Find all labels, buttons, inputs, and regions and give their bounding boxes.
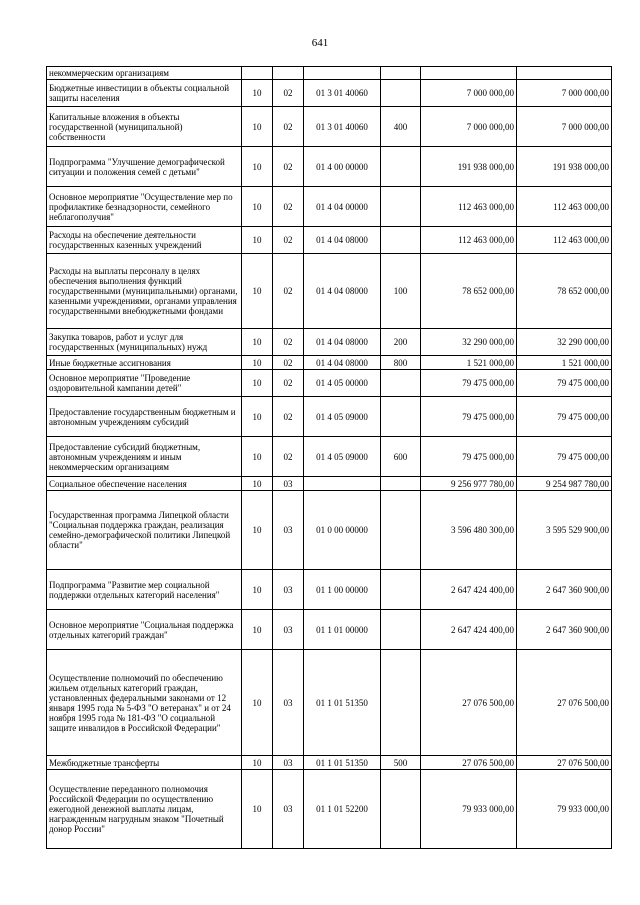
expense-type-cell	[381, 370, 421, 397]
amount-year1-cell: 27 076 500,00	[421, 650, 517, 756]
subsection-code-cell: 03	[273, 650, 304, 756]
amount-year2-cell: 7 000 000,00	[517, 107, 612, 147]
subsection-code-cell: 02	[273, 80, 304, 107]
expense-type-cell	[381, 187, 421, 227]
subsection-code-cell: 02	[273, 147, 304, 187]
table-row	[47, 254, 612, 329]
expense-type-cell: 600	[381, 437, 421, 477]
expense-type-cell: 100	[381, 254, 421, 329]
target-article-cell: 01 4 04 08000	[304, 254, 381, 329]
expense-name-cell: Расходы на выплаты персоналу в целях обеспечения выполнения функций государственными (муниципальными) органами, казенными учреждениями, органами управления государственными внебюджетными фондами	[47, 254, 242, 329]
amount-year1-cell: 3 596 480 300,00	[421, 491, 517, 570]
amount-year2-cell: 3 595 529 900,00	[517, 491, 612, 570]
expense-type-cell	[381, 227, 421, 254]
table-row	[47, 227, 612, 254]
expense-type-cell	[381, 147, 421, 187]
section-code-cell: 10	[242, 80, 273, 107]
target-article-cell: 01 3 01 40060	[304, 80, 381, 107]
amount-year2-cell: 79 475 000,00	[517, 397, 612, 437]
table-row	[47, 187, 612, 227]
amount-year2-cell: 27 076 500,00	[517, 650, 612, 756]
section-code-cell: 10	[242, 491, 273, 570]
expense-type-cell	[381, 477, 421, 491]
target-article-cell: 01 4 05 09000	[304, 397, 381, 437]
expense-name-cell: Основное мероприятие "Проведение оздоровительной кампании детей"	[47, 370, 242, 397]
expense-type-cell: 500	[381, 756, 421, 770]
target-article-cell: 01 1 01 51350	[304, 650, 381, 756]
subsection-code-cell: 02	[273, 107, 304, 147]
section-code-cell: 10	[242, 329, 273, 356]
expense-name-cell: Осуществление полномочий по обеспечению жильем отдельных категорий граждан, установленных федеральными законами от 12 января 1995 года № 5-ФЗ "О ветеранах" и от 24 ноября 1995 года № 181-ФЗ "О социальной защите инвалидов в Российской Федерации"	[47, 650, 242, 756]
table-row	[47, 370, 612, 397]
section-code-cell: 10	[242, 107, 273, 147]
amount-year2-cell: 7 000 000,00	[517, 80, 612, 107]
amount-year1-cell: 79 475 000,00	[421, 437, 517, 477]
table-row	[47, 67, 612, 80]
expense-name-cell: Закупка товаров, работ и услуг для государственных (муниципальных) нужд	[47, 329, 242, 356]
target-article-cell: 01 4 05 00000	[304, 370, 381, 397]
amount-year1-cell: 32 290 000,00	[421, 329, 517, 356]
expense-name-cell: Предоставление субсидий бюджетным, автономным учреждениям и иным некоммерческим организациям	[47, 437, 242, 477]
table-row	[47, 491, 612, 570]
amount-year2-cell: 79 475 000,00	[517, 370, 612, 397]
table-row	[47, 477, 612, 491]
expense-name-cell: Капитальные вложения в объекты государственной (муниципальной) собственности	[47, 107, 242, 147]
expense-name-cell: Подпрограмма "Улучшение демографической ситуации и положения семей с детьми"	[47, 147, 242, 187]
table-row	[47, 437, 612, 477]
target-article-cell: 01 4 04 08000	[304, 227, 381, 254]
amount-year1-cell: 191 938 000,00	[421, 147, 517, 187]
amount-year1-cell: 7 000 000,00	[421, 80, 517, 107]
subsection-code-cell: 03	[273, 491, 304, 570]
amount-year1-cell	[421, 67, 517, 80]
expense-type-cell	[381, 770, 421, 849]
section-code-cell: 10	[242, 437, 273, 477]
subsection-code-cell: 03	[273, 610, 304, 650]
subsection-code-cell: 02	[273, 187, 304, 227]
expense-name-cell: Основное мероприятие "Социальная поддержка отдельных категорий граждан"	[47, 610, 242, 650]
amount-year1-cell: 2 647 424 400,00	[421, 570, 517, 610]
expense-name-cell: Иные бюджетные ассигнования	[47, 356, 242, 370]
subsection-code-cell: 03	[273, 570, 304, 610]
section-code-cell: 10	[242, 356, 273, 370]
budget-table	[46, 66, 612, 849]
table-row	[47, 610, 612, 650]
amount-year1-cell: 79 933 000,00	[421, 770, 517, 849]
target-article-cell: 01 1 00 00000	[304, 570, 381, 610]
subsection-code-cell: 02	[273, 356, 304, 370]
target-article-cell: 01 1 01 51350	[304, 756, 381, 770]
target-article-cell: 01 3 01 40060	[304, 107, 381, 147]
amount-year2-cell: 27 076 500,00	[517, 756, 612, 770]
subsection-code-cell: 02	[273, 397, 304, 437]
table-row	[47, 356, 612, 370]
amount-year2-cell: 1 521 000,00	[517, 356, 612, 370]
amount-year1-cell: 7 000 000,00	[421, 107, 517, 147]
table-row	[47, 107, 612, 147]
amount-year1-cell: 27 076 500,00	[421, 756, 517, 770]
expense-name-cell: Расходы на обеспечение деятельности государственных казенных учреждений	[47, 227, 242, 254]
target-article-cell: 01 4 04 08000	[304, 329, 381, 356]
section-code-cell: 10	[242, 254, 273, 329]
expense-name-cell: Государственная программа Липецкой области "Социальная поддержка граждан, реализация семейно-демографической политики Липецкой области"	[47, 491, 242, 570]
amount-year2-cell: 79 475 000,00	[517, 437, 612, 477]
expense-name-cell: Социальное обеспечение населения	[47, 477, 242, 491]
expense-type-cell: 800	[381, 356, 421, 370]
section-code-cell: 10	[242, 397, 273, 437]
expense-type-cell: 400	[381, 107, 421, 147]
table-row	[47, 570, 612, 610]
subsection-code-cell: 02	[273, 227, 304, 254]
amount-year2-cell: 2 647 360 900,00	[517, 610, 612, 650]
expense-name-cell: Предоставление государственным бюджетным и автономным учреждениям субсидий	[47, 397, 242, 437]
subsection-code-cell	[273, 67, 304, 80]
expense-type-cell	[381, 491, 421, 570]
amount-year1-cell: 2 647 424 400,00	[421, 610, 517, 650]
subsection-code-cell: 03	[273, 756, 304, 770]
expense-name-cell: Подпрограмма "Развитие мер социальной поддержки отдельных категорий населения"	[47, 570, 242, 610]
amount-year1-cell: 78 652 000,00	[421, 254, 517, 329]
target-article-cell: 01 4 00 00000	[304, 147, 381, 187]
amount-year2-cell	[517, 67, 612, 80]
subsection-code-cell: 02	[273, 370, 304, 397]
expense-type-cell	[381, 570, 421, 610]
expense-type-cell	[381, 67, 421, 80]
amount-year1-cell: 79 475 000,00	[421, 397, 517, 437]
expense-name-cell: Основное мероприятие "Осуществление мер по профилактике безнадзорности, семейного неблагополучия"	[47, 187, 242, 227]
target-article-cell: 01 1 01 52200	[304, 770, 381, 849]
amount-year2-cell: 2 647 360 900,00	[517, 570, 612, 610]
expense-type-cell	[381, 80, 421, 107]
expense-name-cell: Осуществление переданного полномочия Российской Федерации по осуществлению ежегодной денежной выплаты лицам, награжденным нагрудным знаком "Почетный донор России"	[47, 770, 242, 849]
subsection-code-cell: 02	[273, 254, 304, 329]
expense-type-cell: 200	[381, 329, 421, 356]
expense-name-cell: некоммерческим организациям	[47, 67, 242, 80]
table-row	[47, 770, 612, 849]
table-body	[47, 67, 612, 849]
amount-year1-cell: 79 475 000,00	[421, 370, 517, 397]
table-row	[47, 650, 612, 756]
amount-year2-cell: 112 463 000,00	[517, 187, 612, 227]
section-code-cell: 10	[242, 756, 273, 770]
expense-name-cell: Межбюджетные трансферты	[47, 756, 242, 770]
target-article-cell: 01 4 04 08000	[304, 356, 381, 370]
amount-year2-cell: 79 933 000,00	[517, 770, 612, 849]
amount-year1-cell: 9 256 977 780,00	[421, 477, 517, 491]
amount-year2-cell: 9 254 987 780,00	[517, 477, 612, 491]
amount-year1-cell: 112 463 000,00	[421, 187, 517, 227]
amount-year1-cell: 1 521 000,00	[421, 356, 517, 370]
section-code-cell: 10	[242, 187, 273, 227]
section-code-cell	[242, 67, 273, 80]
section-code-cell: 10	[242, 770, 273, 849]
page-number: 641	[311, 37, 329, 49]
amount-year2-cell: 191 938 000,00	[517, 147, 612, 187]
section-code-cell: 10	[242, 477, 273, 491]
target-article-cell: 01 4 04 00000	[304, 187, 381, 227]
section-code-cell: 10	[242, 147, 273, 187]
target-article-cell: 01 1 01 00000	[304, 610, 381, 650]
table-row	[47, 756, 612, 770]
amount-year2-cell: 78 652 000,00	[517, 254, 612, 329]
target-article-cell	[304, 67, 381, 80]
section-code-cell: 10	[242, 650, 273, 756]
expense-type-cell	[381, 610, 421, 650]
subsection-code-cell: 03	[273, 770, 304, 849]
expense-type-cell	[381, 650, 421, 756]
section-code-cell: 10	[242, 610, 273, 650]
subsection-code-cell: 02	[273, 437, 304, 477]
subsection-code-cell: 03	[273, 477, 304, 491]
expense-type-cell	[381, 397, 421, 437]
table-row	[47, 147, 612, 187]
expense-name-cell: Бюджетные инвестиции в объекты социальной защиты населения	[47, 80, 242, 107]
table-row	[47, 397, 612, 437]
target-article-cell	[304, 477, 381, 491]
amount-year2-cell: 112 463 000,00	[517, 227, 612, 254]
subsection-code-cell: 02	[273, 329, 304, 356]
amount-year2-cell: 32 290 000,00	[517, 329, 612, 356]
section-code-cell: 10	[242, 227, 273, 254]
target-article-cell: 01 0 00 00000	[304, 491, 381, 570]
amount-year1-cell: 112 463 000,00	[421, 227, 517, 254]
target-article-cell: 01 4 05 09000	[304, 437, 381, 477]
table-row	[47, 80, 612, 107]
section-code-cell: 10	[242, 570, 273, 610]
section-code-cell: 10	[242, 370, 273, 397]
table-row	[47, 329, 612, 356]
